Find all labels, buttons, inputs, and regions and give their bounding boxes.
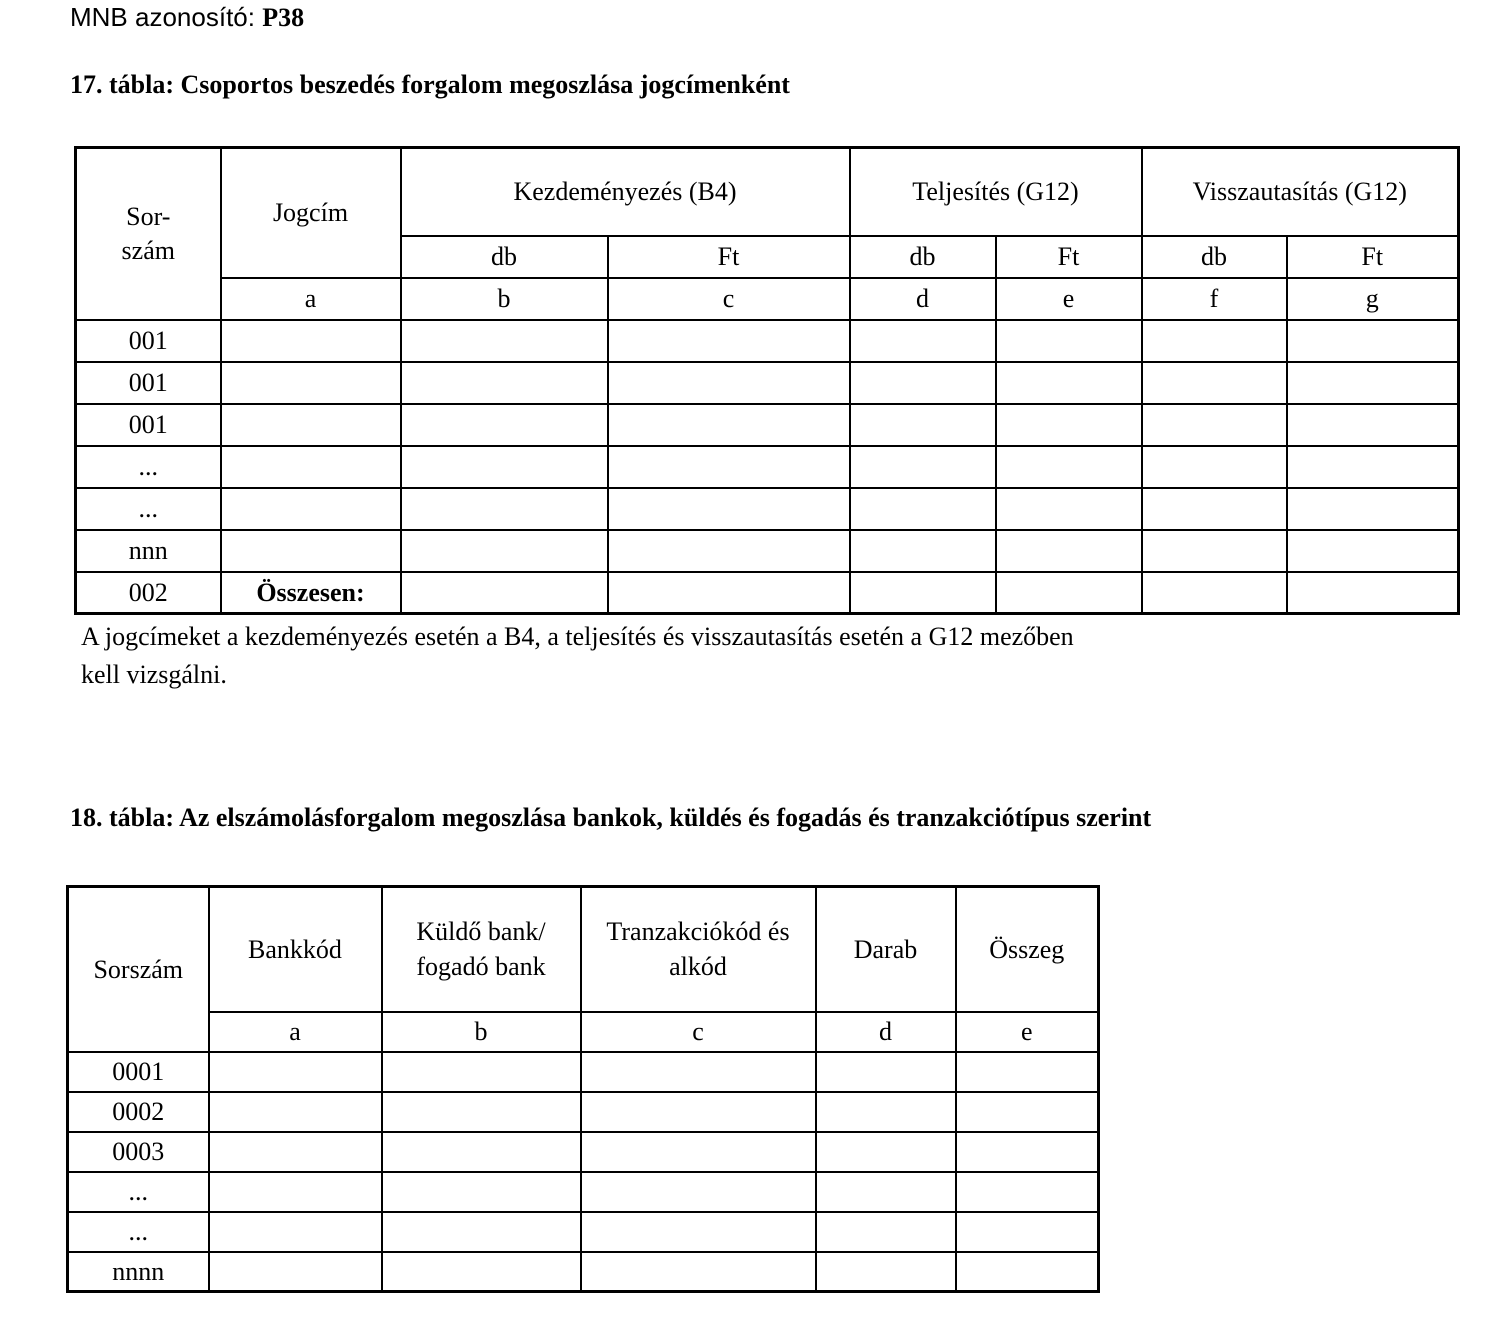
table17-title: 17. tábla: Csoportos beszedés forgalom megoszlása jogcímenként xyxy=(70,70,790,99)
table-row xyxy=(68,1212,1099,1252)
table-cell[interactable] xyxy=(850,488,996,530)
t18-header-osszeg: Összeg xyxy=(956,887,1099,1012)
table-cell[interactable] xyxy=(1142,446,1287,488)
table-cell[interactable] xyxy=(996,446,1142,488)
note-line2: kell vizsgálni. xyxy=(81,660,227,689)
mnb-code: P38 xyxy=(262,3,305,32)
table-cell[interactable] xyxy=(1287,572,1459,614)
table18 xyxy=(66,885,1100,1293)
table-cell[interactable] xyxy=(850,572,996,614)
t17-letter: b xyxy=(401,278,608,320)
table18-title: 18. tábla: Az elszámolásforgalom megoszlása bankok, küldés és fogadás és tranzakciótípus szerint xyxy=(70,803,1152,832)
table-row xyxy=(68,1092,1099,1132)
table17-note xyxy=(81,618,1281,694)
table-cell[interactable] xyxy=(401,488,608,530)
table-cell[interactable] xyxy=(816,1092,956,1132)
t17-header-teljesites: Teljesítés (G12) xyxy=(850,148,1142,236)
table-cell[interactable] xyxy=(956,1132,1099,1172)
table-cell[interactable] xyxy=(209,1172,382,1212)
t18-tranzakcio-line2: alkód xyxy=(669,952,727,982)
table-cell[interactable] xyxy=(1287,446,1459,488)
table-cell[interactable] xyxy=(956,1252,1099,1292)
t18-letter: a xyxy=(209,1012,382,1052)
t17-letter: a xyxy=(221,278,401,320)
table-cell[interactable] xyxy=(401,320,608,362)
t17-header-visszautasitas: Visszautasítás (G12) xyxy=(1142,148,1459,236)
table-cell[interactable] xyxy=(850,404,996,446)
table-cell[interactable] xyxy=(608,404,850,446)
table-cell[interactable] xyxy=(850,530,996,572)
table-cell[interactable] xyxy=(221,320,401,362)
t18-row-number: 0001 xyxy=(68,1052,209,1092)
table-cell[interactable] xyxy=(401,530,608,572)
table-cell[interactable] xyxy=(382,1092,581,1132)
table-cell[interactable] xyxy=(382,1212,581,1252)
table-cell[interactable] xyxy=(850,320,996,362)
t17-header-kezdemenyezes: Kezdeményezés (B4) xyxy=(401,148,850,236)
table-cell[interactable] xyxy=(581,1212,816,1252)
table-cell[interactable] xyxy=(996,572,1142,614)
table-cell[interactable] xyxy=(956,1172,1099,1212)
t17-sub-ft: Ft xyxy=(608,236,850,278)
table-cell[interactable] xyxy=(956,1092,1099,1132)
table-cell[interactable] xyxy=(1142,572,1287,614)
mnb-identifier xyxy=(70,2,304,33)
t17-sub-db: db xyxy=(850,236,996,278)
t17-sub-db: db xyxy=(1142,236,1287,278)
t17-row-number: 001 xyxy=(76,320,221,362)
table-cell[interactable] xyxy=(608,446,850,488)
table-cell[interactable] xyxy=(581,1132,816,1172)
t18-letter: c xyxy=(581,1012,816,1052)
t18-row-number: 0002 xyxy=(68,1092,209,1132)
table-cell[interactable] xyxy=(401,572,608,614)
table-cell[interactable] xyxy=(608,488,850,530)
t18-kuldo-line1: Küldő bank/ xyxy=(416,916,546,946)
table-cell[interactable] xyxy=(581,1252,816,1292)
table-cell[interactable] xyxy=(581,1172,816,1212)
table-cell[interactable] xyxy=(221,446,401,488)
table-row xyxy=(68,1252,1099,1292)
table-cell[interactable] xyxy=(221,362,401,404)
t18-header-kuldo xyxy=(382,887,581,1012)
table-cell[interactable] xyxy=(401,446,608,488)
t17-row-number: nnn xyxy=(76,530,221,572)
table-row xyxy=(76,488,1459,530)
table-cell[interactable] xyxy=(1142,530,1287,572)
t18-kuldo-line2: fogadó bank xyxy=(416,952,546,982)
t17-row-number: ... xyxy=(76,488,221,530)
table-cell[interactable] xyxy=(1142,320,1287,362)
t17-header-jogcim: Jogcím xyxy=(221,148,401,278)
t17-letter: e xyxy=(996,278,1142,320)
t18-letter: d xyxy=(816,1012,956,1052)
table-cell[interactable] xyxy=(1287,362,1459,404)
table-row xyxy=(68,1132,1099,1172)
t18-tranzakcio-line1: Tranzakciókód és xyxy=(606,916,790,946)
t18-header-sorszam: Sorszám xyxy=(68,887,209,1052)
table-cell[interactable] xyxy=(816,1172,956,1212)
table-cell[interactable] xyxy=(581,1092,816,1132)
table-cell[interactable] xyxy=(996,488,1142,530)
table-cell[interactable] xyxy=(221,488,401,530)
table-row xyxy=(68,1172,1099,1212)
table-cell[interactable] xyxy=(401,362,608,404)
t17-row-number: 002 xyxy=(76,572,221,614)
table-cell[interactable] xyxy=(1287,320,1459,362)
table-cell[interactable] xyxy=(209,1252,382,1292)
t17-letter: c xyxy=(608,278,850,320)
table-cell[interactable] xyxy=(996,404,1142,446)
table-cell[interactable] xyxy=(850,362,996,404)
t18-letter: e xyxy=(956,1012,1099,1052)
table-cell[interactable] xyxy=(608,362,850,404)
table-cell[interactable] xyxy=(608,572,850,614)
table-cell[interactable] xyxy=(401,404,608,446)
table-cell[interactable] xyxy=(816,1132,956,1172)
t18-row-number: nnnn xyxy=(68,1252,209,1292)
table-cell[interactable] xyxy=(608,320,850,362)
table-row xyxy=(76,404,1459,446)
t18-header-darab: Darab xyxy=(816,887,956,1012)
table-cell[interactable] xyxy=(1287,488,1459,530)
table-cell[interactable] xyxy=(1142,488,1287,530)
table-cell[interactable] xyxy=(1287,530,1459,572)
table-cell[interactable] xyxy=(1287,404,1459,446)
t17-letter: g xyxy=(1287,278,1459,320)
table-cell[interactable] xyxy=(382,1132,581,1172)
table-cell[interactable] xyxy=(956,1212,1099,1252)
t18-row-number: ... xyxy=(68,1172,209,1212)
t17-sub-db: db xyxy=(401,236,608,278)
table-total-row xyxy=(76,572,1459,614)
total-label: Összesen: xyxy=(221,572,401,614)
t18-header-bankkod: Bankkód xyxy=(209,887,382,1012)
table-row xyxy=(76,446,1459,488)
table-row xyxy=(76,320,1459,362)
table-cell[interactable] xyxy=(382,1052,581,1092)
table-cell[interactable] xyxy=(608,530,850,572)
table-cell[interactable] xyxy=(1142,362,1287,404)
t17-letter: d xyxy=(850,278,996,320)
t17-row-number: 001 xyxy=(76,362,221,404)
t17-sorszam-line1: Sor- xyxy=(126,202,171,232)
table-cell[interactable] xyxy=(209,1212,382,1252)
table-row xyxy=(76,362,1459,404)
table-cell[interactable] xyxy=(850,446,996,488)
t17-row-number: ... xyxy=(76,446,221,488)
t17-sorszam-line2: szám xyxy=(121,235,175,265)
table-cell[interactable] xyxy=(816,1052,956,1092)
table-row xyxy=(68,1052,1099,1092)
table-cell[interactable] xyxy=(581,1052,816,1092)
table-row xyxy=(76,530,1459,572)
table-cell[interactable] xyxy=(996,320,1142,362)
table-cell[interactable] xyxy=(221,404,401,446)
table-cell[interactable] xyxy=(1142,404,1287,446)
t17-sub-ft: Ft xyxy=(1287,236,1459,278)
note-line1: A jogcímeket a kezdeményezés esetén a B4, a teljesítés és visszautasítás esetén a G12 mezőben xyxy=(81,622,1074,651)
t18-row-number: 0003 xyxy=(68,1132,209,1172)
t18-header-tranzakcio xyxy=(581,887,816,1012)
t17-header-sorszam xyxy=(76,148,221,320)
table-cell[interactable] xyxy=(209,1052,382,1092)
t17-sub-ft: Ft xyxy=(996,236,1142,278)
table-cell[interactable] xyxy=(382,1252,581,1292)
table-cell[interactable] xyxy=(996,362,1142,404)
t18-letter: b xyxy=(382,1012,581,1052)
table-cell[interactable] xyxy=(209,1092,382,1132)
table17 xyxy=(74,146,1460,615)
table-cell[interactable] xyxy=(956,1052,1099,1092)
table-cell[interactable] xyxy=(382,1172,581,1212)
table-cell[interactable] xyxy=(221,530,401,572)
t17-letter: f xyxy=(1142,278,1287,320)
table-cell[interactable] xyxy=(816,1212,956,1252)
t18-row-number: ... xyxy=(68,1212,209,1252)
t17-row-number: 001 xyxy=(76,404,221,446)
table-cell[interactable] xyxy=(209,1132,382,1172)
table-cell[interactable] xyxy=(996,530,1142,572)
mnb-label: MNB azonosító: xyxy=(70,2,255,32)
table-cell[interactable] xyxy=(816,1252,956,1292)
